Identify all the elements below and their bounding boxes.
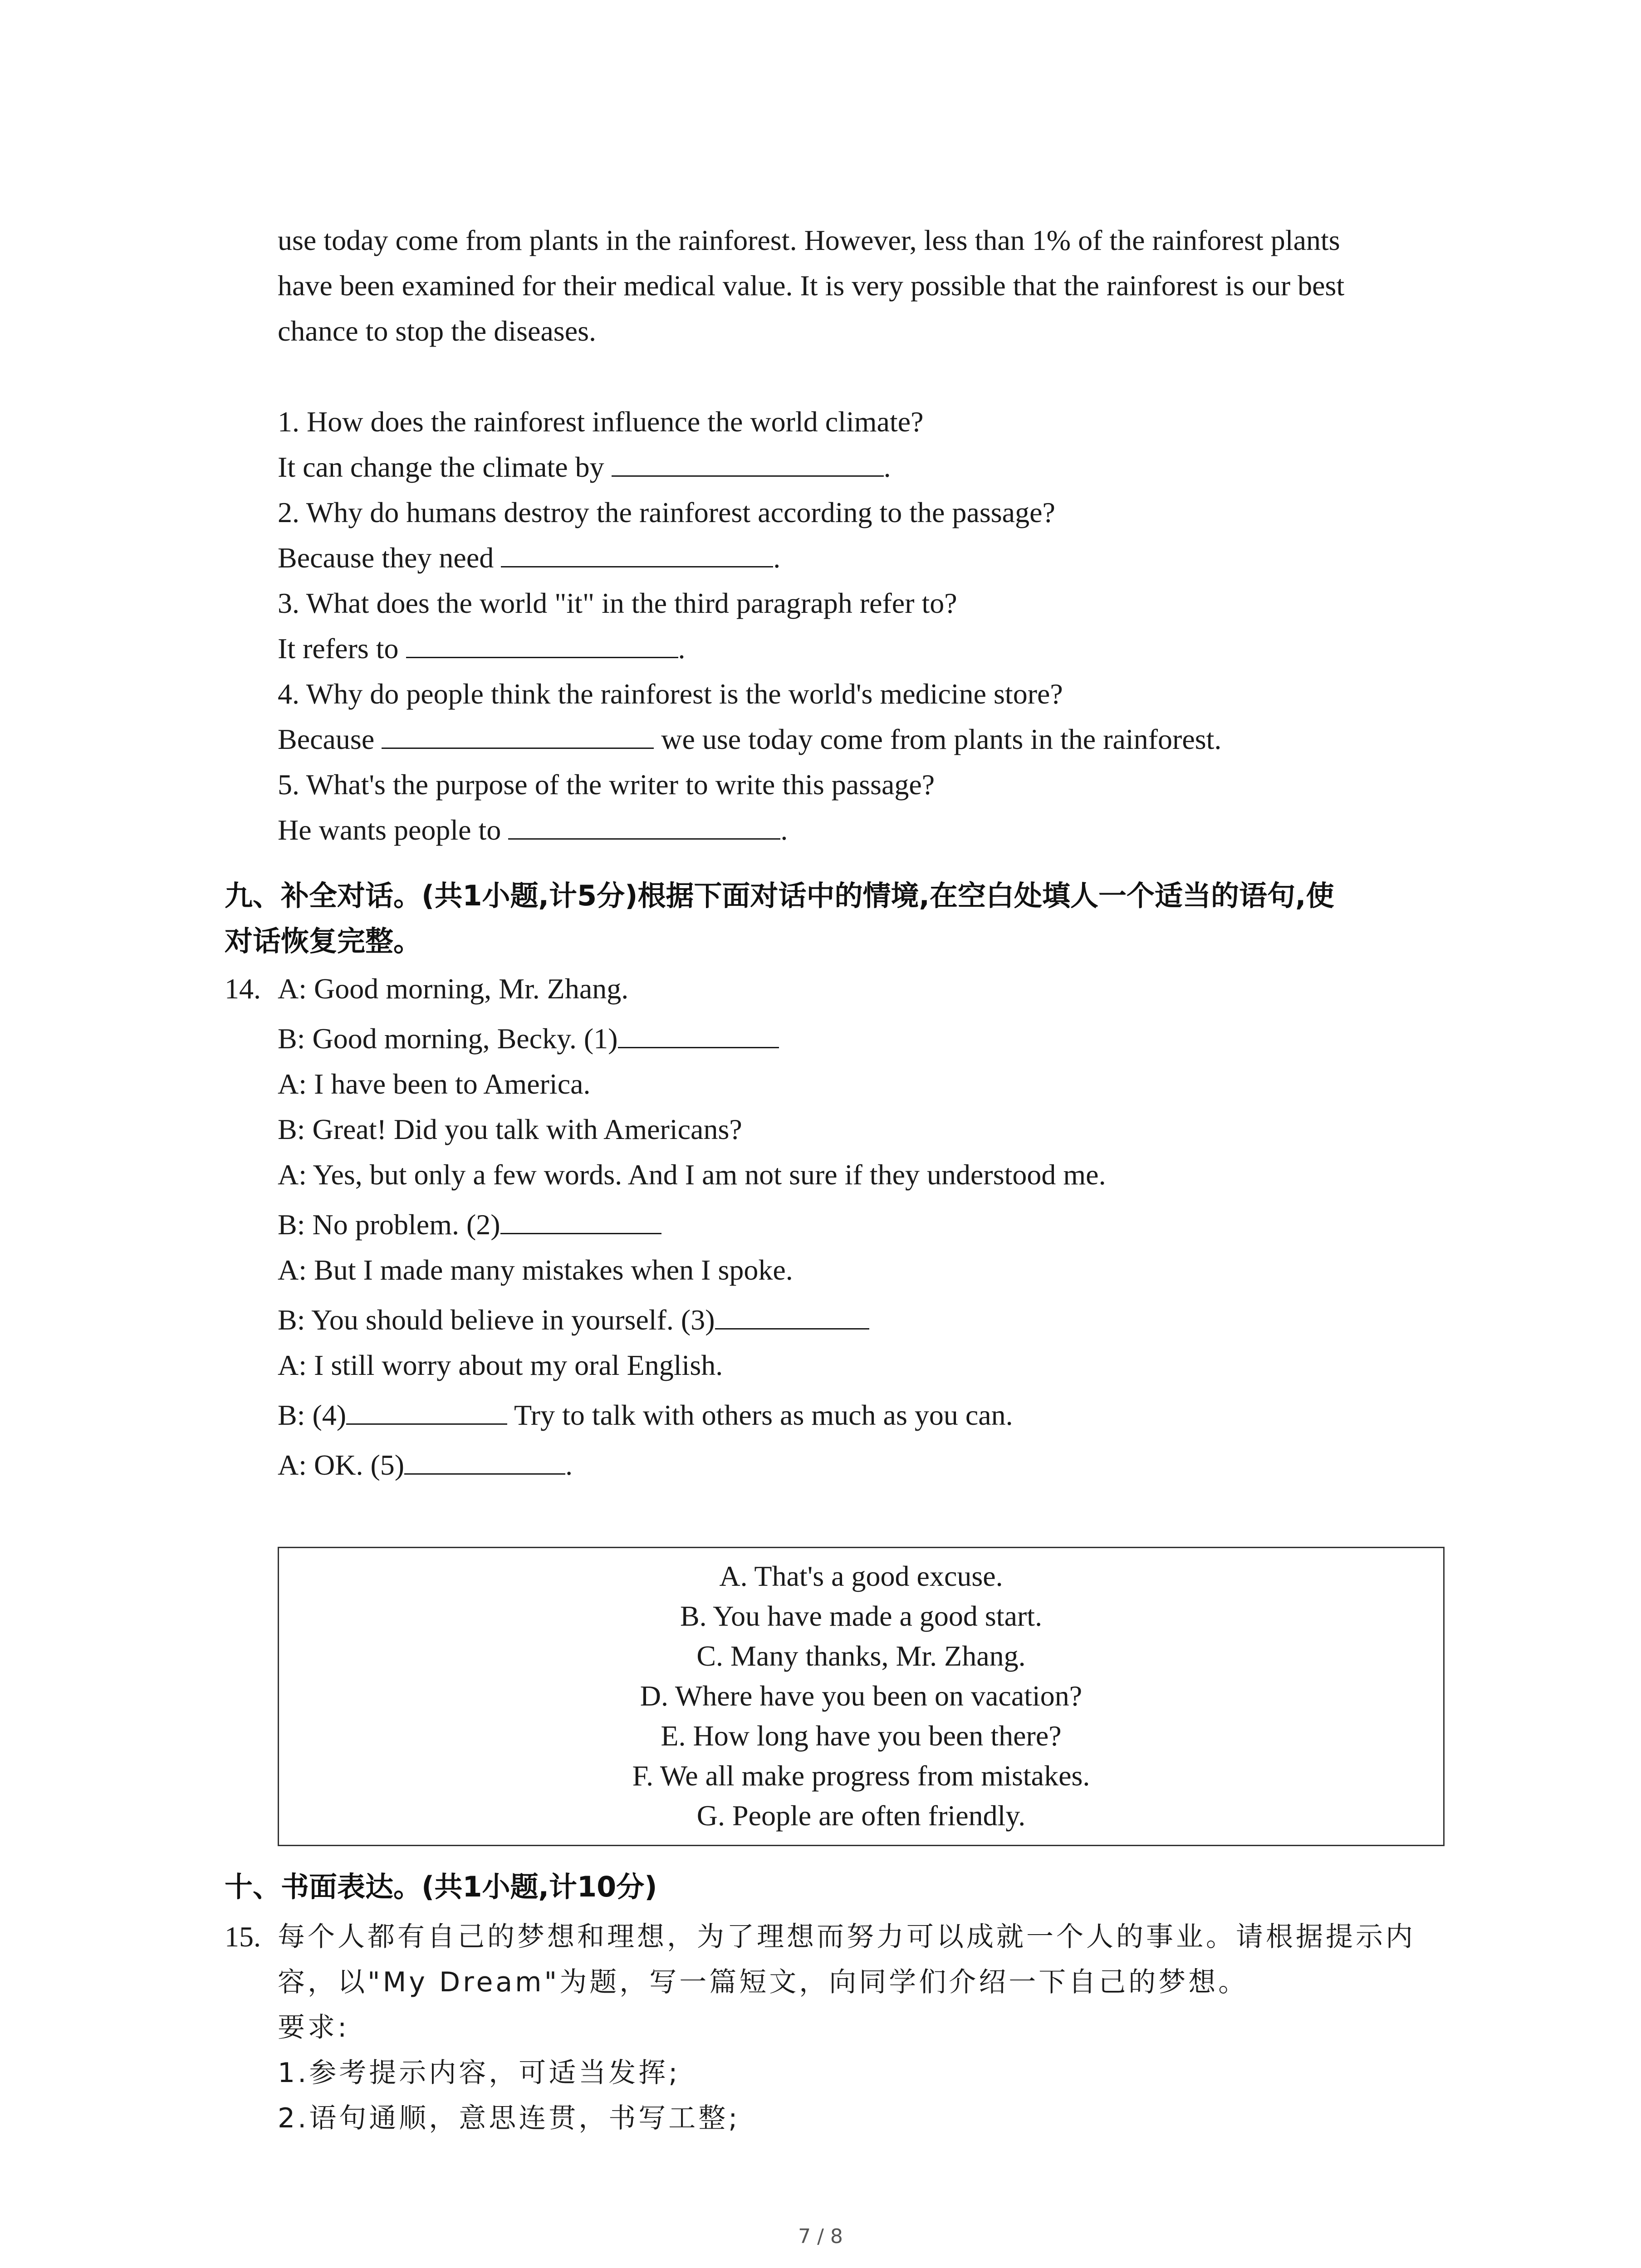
dialogue-blank-4[interactable]: [346, 1397, 507, 1425]
answer-suffix: .: [883, 451, 891, 483]
dialogue-line: [278, 1207, 661, 1243]
answer-line-3: [278, 631, 686, 667]
option-a: A. That's a good excuse.: [719, 1560, 1003, 1592]
dialogue-text: .: [565, 1449, 573, 1481]
dialogue-text: A: OK. (5): [278, 1449, 405, 1481]
question-number: 15.: [225, 1921, 261, 1953]
answer-blank[interactable]: [382, 721, 654, 749]
dialogue-line: [278, 1397, 1013, 1433]
dialogue-line: A: Good morning, Mr. Zhang.: [278, 973, 629, 1005]
q15-prompt-line: 每个人都有自己的梦想和理想，为了理想而努力可以成就一个人的事业。请根据提示内: [278, 1921, 1416, 1953]
dialogue-text: Try to talk with others as much as you can.: [507, 1399, 1013, 1431]
option-c: C. Many thanks, Mr. Zhang.: [696, 1640, 1026, 1672]
q15-requirement: 1.参考提示内容，可适当发挥;: [278, 2057, 681, 2089]
options-box: [278, 1547, 1445, 1846]
dialogue-line: B: Great! Did you talk with Americans?: [278, 1113, 742, 1145]
option-d: D. Where have you been on vacation?: [640, 1680, 1083, 1712]
answer-blank[interactable]: [508, 812, 780, 840]
dialogue-line: A: I still worry about my oral English.: [278, 1349, 723, 1381]
question-2: 2. Why do humans destroy the rainforest according to the passage?: [278, 496, 1055, 528]
dialogue-line: [278, 1447, 573, 1483]
question-3: 3. What does the world "it" in the third paragraph refer to?: [278, 587, 957, 619]
section-9-heading: 九、补全对话。(共1小题,计5分)根据下面对话中的情境,在空白处填人一个适当的语句,使: [225, 879, 1334, 912]
answer-suffix: .: [780, 814, 788, 846]
answer-blank[interactable]: [406, 631, 678, 658]
answer-blank[interactable]: [501, 540, 773, 567]
answer-suffix: .: [678, 632, 686, 665]
dialogue-text: B: (4): [278, 1399, 347, 1431]
section-10-heading: 十、书面表达。(共1小题,计10分): [225, 1870, 657, 1903]
dialogue-line: A: Yes, but only a few words. And I am not sure if they understood me.: [278, 1158, 1106, 1191]
dialogue-line: [278, 1302, 869, 1338]
dialogue-blank-3[interactable]: [715, 1302, 869, 1330]
answer-prefix: It can change the climate by: [278, 451, 612, 483]
page-number: 7 / 8: [798, 2225, 843, 2248]
answer-line-5: [278, 812, 788, 848]
answer-prefix: Because: [278, 723, 382, 755]
option-e: E. How long have you been there?: [661, 1720, 1062, 1752]
answer-suffix: we use today come from plants in the rainforest.: [654, 723, 1222, 755]
q15-requirement: 2.语句通顺，意思连贯，书写工整;: [278, 2102, 740, 2134]
answer-line-2: [278, 540, 780, 576]
answer-suffix: .: [773, 542, 781, 574]
answer-prefix: It refers to: [278, 632, 406, 665]
dialogue-line: [278, 1021, 779, 1057]
option-f: F. We all make progress from mistakes.: [632, 1760, 1090, 1792]
option-g: G. People are often friendly.: [696, 1799, 1026, 1832]
dialogue-blank-1[interactable]: [618, 1021, 779, 1048]
dialogue-line: A: I have been to America.: [278, 1068, 591, 1100]
question-5: 5. What's the purpose of the writer to write this passage?: [278, 768, 935, 801]
passage-line: use today come from plants in the rainforest. However, less than 1% of the rainforest plants: [278, 224, 1340, 256]
dialogue-text: B: Good morning, Becky. (1): [278, 1022, 618, 1055]
answer-line-1: [278, 449, 891, 485]
q15-prompt-line: 容，以"My Dream"为题，写一篇短文，向同学们介绍一下自己的梦想。: [278, 1966, 1249, 1998]
passage-line: have been examined for their medical value. It is very possible that the rainforest is our best: [278, 269, 1345, 302]
answer-blank[interactable]: [612, 449, 884, 477]
passage-line: chance to stop the diseases.: [278, 315, 596, 347]
dialogue-text: B: You should believe in yourself. (3): [278, 1304, 715, 1336]
dialogue-blank-5[interactable]: [404, 1447, 565, 1475]
question-1: 1. How does the rainforest influence the world climate?: [278, 406, 924, 438]
dialogue-line: A: But I made many mistakes when I spoke.: [278, 1254, 793, 1286]
section-9-heading-cont: 对话恢复完整。: [225, 924, 422, 958]
answer-prefix: Because they need: [278, 542, 501, 574]
answer-prefix: He wants people to: [278, 814, 509, 846]
dialogue-blank-2[interactable]: [500, 1207, 661, 1234]
question-number: 14.: [225, 973, 261, 1005]
dialogue-text: B: No problem. (2): [278, 1208, 500, 1241]
option-b: B. You have made a good start.: [680, 1600, 1043, 1632]
question-4: 4. Why do people think the rainforest is the world's medicine store?: [278, 678, 1063, 710]
answer-line-4: [278, 721, 1221, 758]
q15-requirements-title: 要求:: [278, 2012, 350, 2043]
